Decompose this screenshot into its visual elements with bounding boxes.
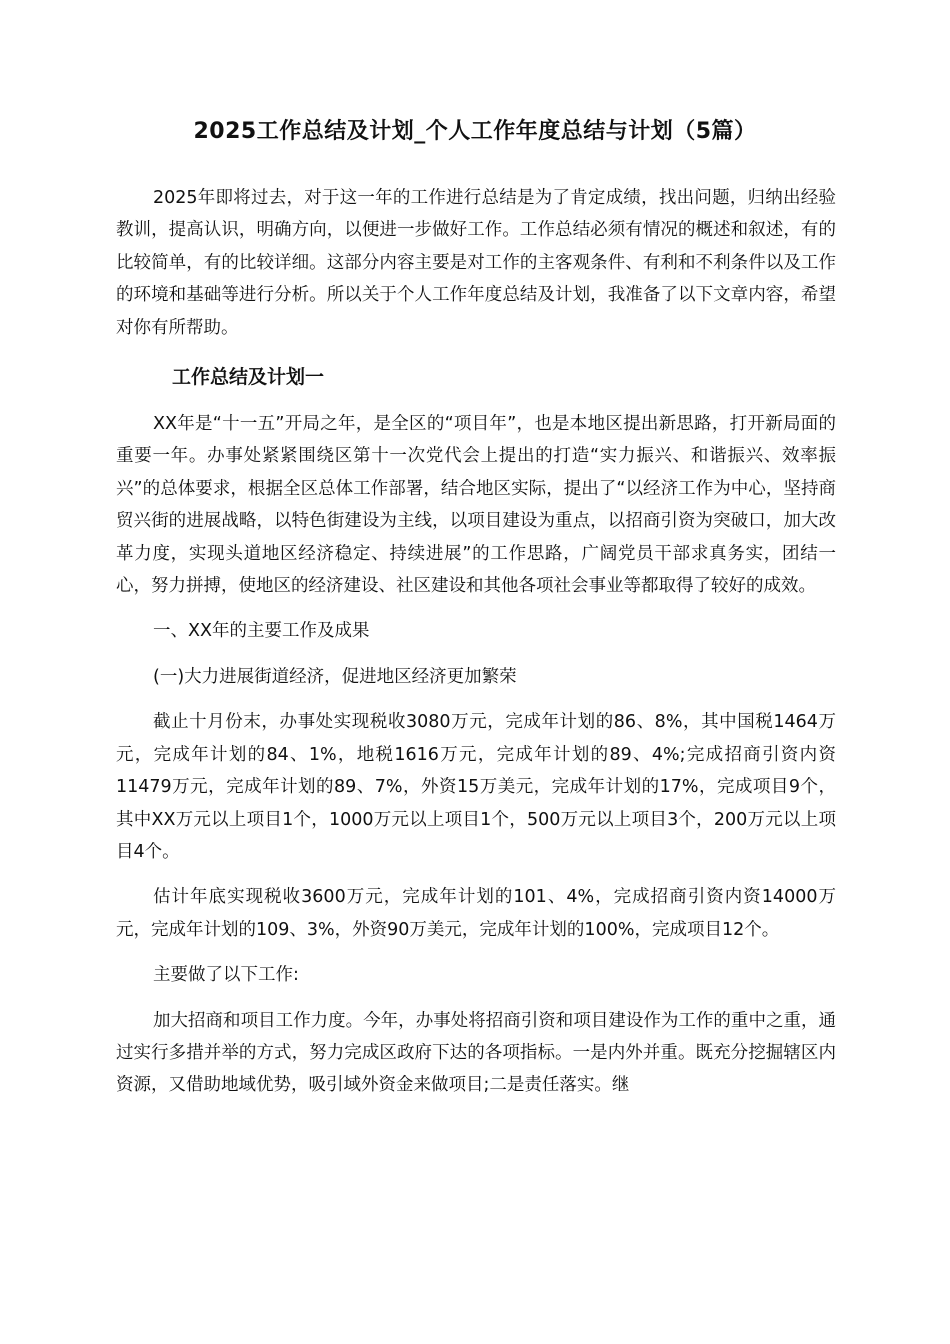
body-paragraph: 加大招商和项目工作力度。今年，办事处将招商引资和项目建设作为工作的重中之重，通过实行多措并举的方式，努力完成区政府下达的各项指标。一是内外并重。既充分挖掘辖区内资源，又借助地域优势，吸引域外资金来做项目;二是责任落实。继 [116,1010,836,1096]
body-paragraph: XX年是“十一五”开局之年，是全区的“项目年”，也是本地区提出新思路，打开新局面的重要一年。办事处紧紧围绕区第十一次党代会上提出的打造“实力振兴、和谐振兴、效率振兴”的总体要求，根据全区总体工作部署，结合地区实际，提出了“以经济工作为中心，坚持商贸兴街的进展战略，以特色街建设为主线，以项目建设为重点，以招商引资为突破口，加大改革力度，实现头道地区经济稳定、持续进展”的工作思路，广阔党员干部求真务实，团结一心，努力拼搏，使地区的经济建设、社区建设和其他各项社会事业等都取得了较好的成效。 [116,414,836,597]
body-paragraph: 主要做了以下工作: [153,965,299,986]
body-paragraph: 估计年底实现税收3600万元，完成年计划的101、4%，完成招商引资内资14000万元，完成年计划的109、3%，外资90万美元，完成年计划的100%，完成项目12个。 [116,887,836,940]
body-paragraph: 截止十月份末，办事处实现税收3080万元，完成年计划的86、8%，其中国税1464万元，完成年计划的84、1%，地税1616万元，完成年计划的89、4%;完成招商引资内资11479万元，完成年计划的89、7%，外资15万美元，完成年计划的17%，完成项目9个，其中XX万元以上项目1个，1000万元以上项目1个，500万元以上项目3个，200万元以上项目4个。 [116,712,836,862]
document-title: 2025工作总结及计划_个人工作年度总结与计划（5篇） [193,119,757,144]
list-heading: 一、XX年的主要工作及成果 [153,621,370,642]
section-heading: 工作总结及计划一 [172,366,325,389]
document-body [116,182,836,1102]
intro-paragraph: 2025年即将过去，对于这一年的工作进行总结是为了肯定成绩，找出问题，归纳出经验教训，提高认识，明确方向，以便进一步做好工作。工作总结必须有情况的概述和叙述，有的比较简单，有的比较详细。这部分内容主要是对工作的主客观条件、有利和不利条件以及工作的环境和基础等进行分析。所以关于个人工作年度总结及计划，我准备了以下文章内容，希望对你有所帮助。 [116,188,836,338]
sub-heading: (一)大力进展街道经济，促进地区经济更加繁荣 [153,666,517,687]
